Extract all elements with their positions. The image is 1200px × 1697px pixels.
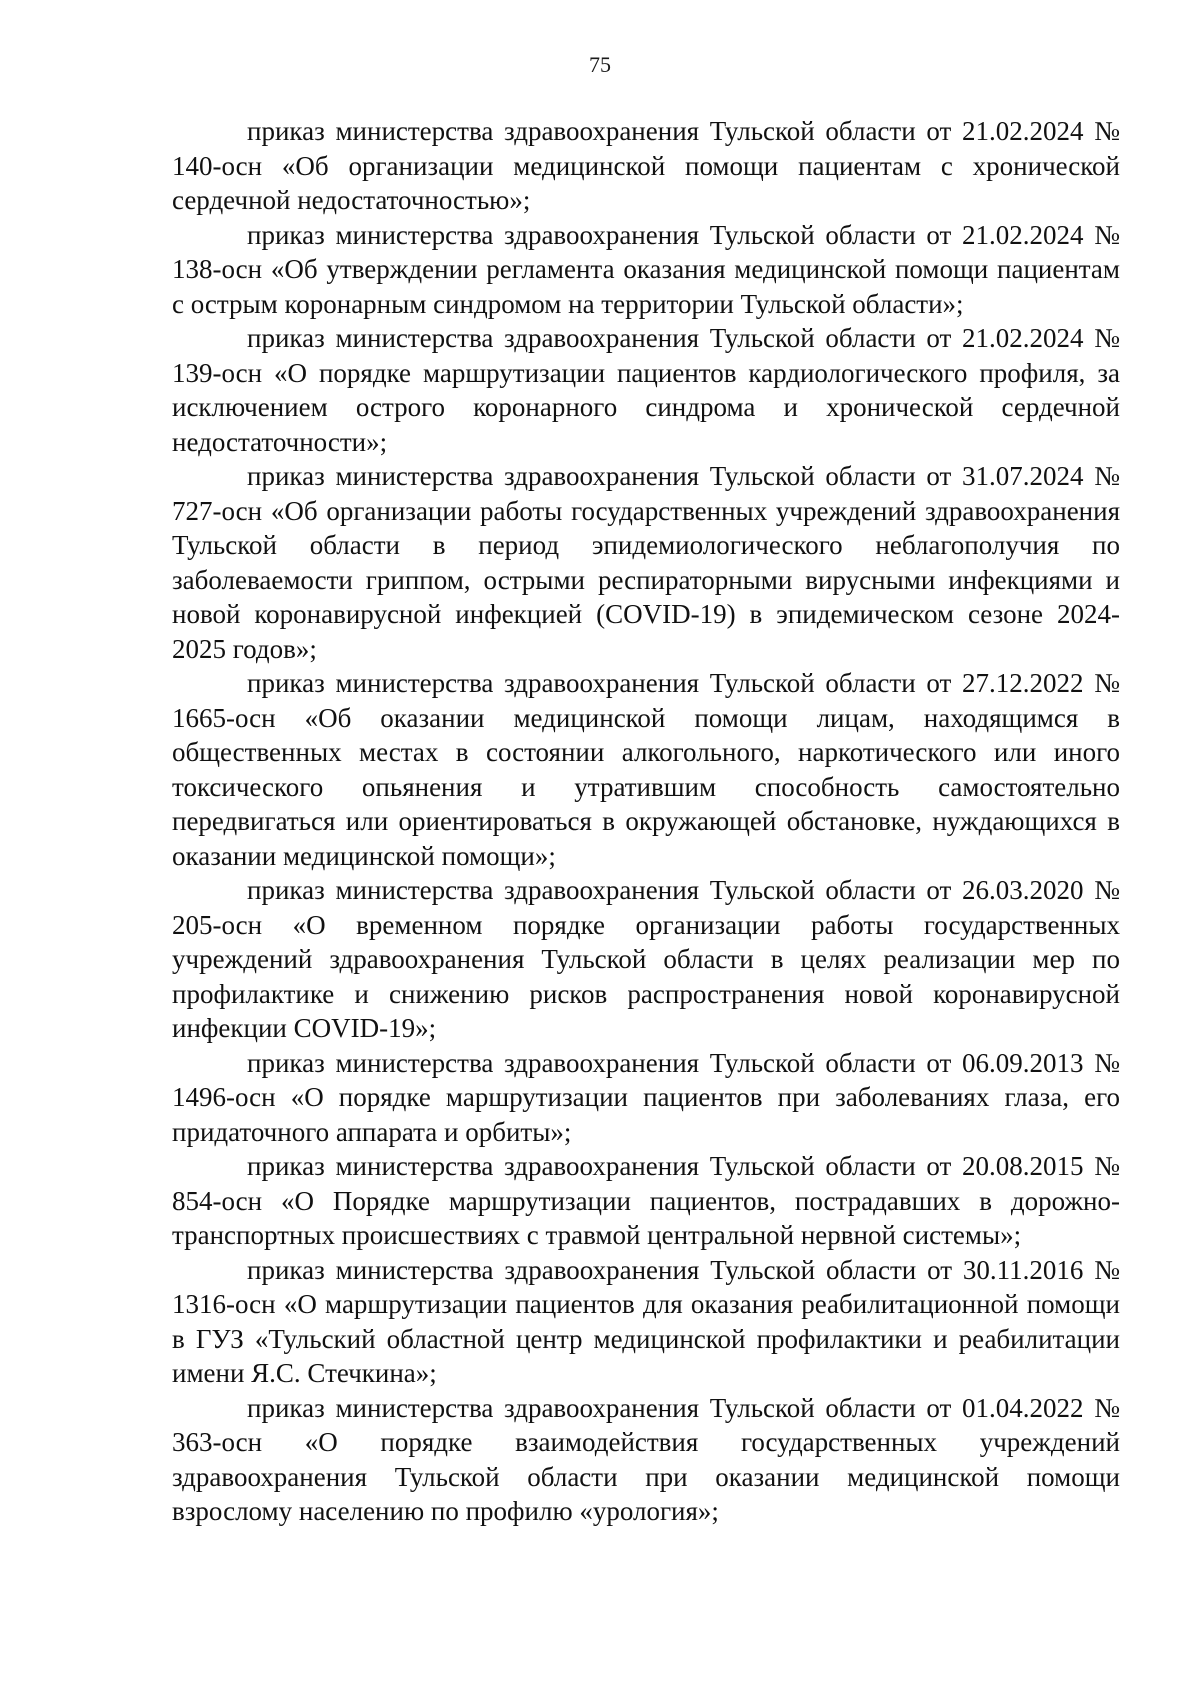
document-body <box>172 114 1120 1529</box>
page-number: 75 <box>589 52 611 77</box>
order-paragraph: приказ министерства здравоохранения Тульской области от 27.12.2022 № 1665-осн «Об оказании медицинской помощи лицам, находящимся в общественных местах в состоянии алкогольного, наркотического или иного токсического опьянения и утратившим способность самостоятельно передвигаться или ориентироваться в окружающей обстановке, нуждающихся в оказании медицинской помощи»; <box>172 668 1120 871</box>
order-paragraph: приказ министерства здравоохранения Тульской области от 21.02.2024 № 138-осн «Об утверждении регламента оказания медицинской помощи пациентам с острым коронарным синдромом на территории Тульской области»; <box>172 219 1120 319</box>
order-paragraph: приказ министерства здравоохранения Тульской области от 31.07.2024 № 727-осн «Об организации работы государственных учреждений здравоохранения Тульской области в период эпидемиологического неблагополучия по заболеваемости гриппом, острыми респираторными вирусными инфекциями и новой коронавирусной инфекцией (COVID-19) в эпидемическом сезоне 2024-2025 годов»; <box>172 461 1120 664</box>
order-paragraph: приказ министерства здравоохранения Тульской области от 20.08.2015 № 854-осн «О Порядке маршрутизации пациентов, пострадавших в дорожно-транспортных происшествиях с травмой центральной нервной системы»; <box>172 1151 1120 1250</box>
order-paragraph: приказ министерства здравоохранения Тульской области от 21.02.2024 № 140-осн «Об организации медицинской помощи пациентам с хронической сердечной недостаточностью»; <box>172 116 1120 215</box>
order-paragraph: приказ министерства здравоохранения Тульской области от 30.11.2016 № 1316-осн «О маршрутизации пациентов для оказания реабилитационной помощи в ГУЗ «Тульский областной центр медицинской профилактики и реабилитации имени Я.С. Стечкина»; <box>172 1254 1120 1388</box>
order-paragraph: приказ министерства здравоохранения Тульской области от 01.04.2022 № 363-осн «О порядке взаимодействия государственных учреждений здравоохранения Тульской области при оказании медицинской помощи взрослому населению по профилю «урология»; <box>172 1392 1120 1526</box>
order-paragraph: приказ министерства здравоохранения Тульской области от 06.09.2013 № 1496-осн «О порядке маршрутизации пациентов при заболеваниях глаза, его придаточного аппарата и орбиты»; <box>172 1047 1120 1147</box>
order-paragraph: приказ министерства здравоохранения Тульской области от 21.02.2024 № 139-осн «О порядке маршрутизации пациентов кардиологического профиля, за исключением острого коронарного синдрома и хронической сердечной недостаточности»; <box>172 323 1120 457</box>
order-paragraph: приказ министерства здравоохранения Тульской области от 26.03.2020 № 205-осн «О временном порядке организации работы государственных учреждений здравоохранения Тульской области в целях реализации мер по профилактике и снижению рисков распространения новой коронавирусной инфекции COVID-19»; <box>172 875 1120 1043</box>
